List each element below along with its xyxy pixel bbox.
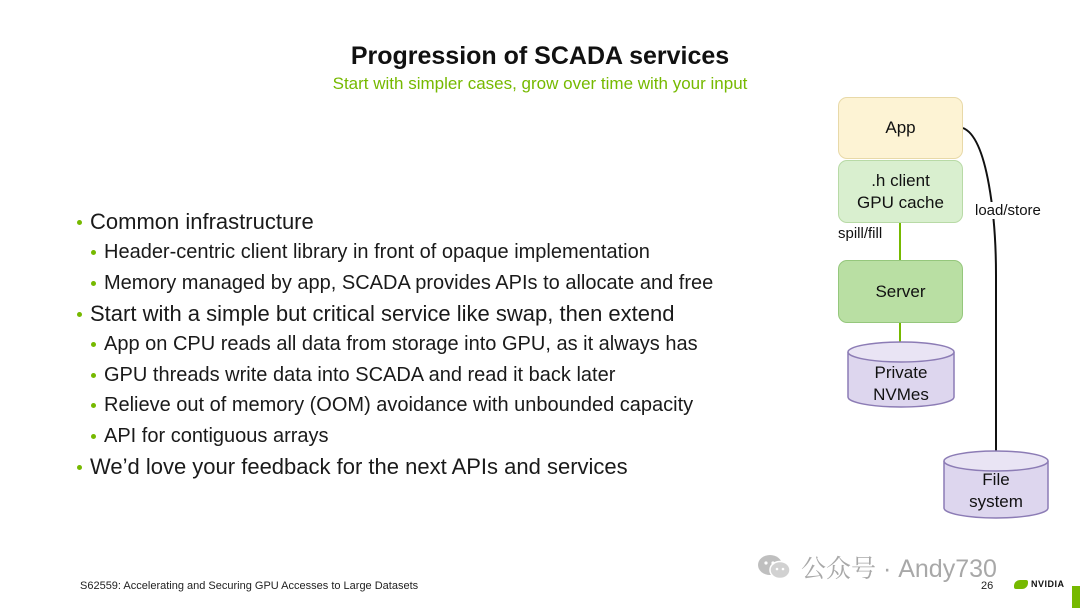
page-number: 26: [981, 580, 994, 592]
cache-label: GPU cache: [857, 192, 944, 212]
bullet-dot-icon: [77, 465, 82, 470]
sub-bullet-item: [72, 360, 812, 391]
server-box: [838, 260, 963, 323]
bullet-item: [72, 206, 812, 237]
bullet-dot-icon: [77, 220, 82, 225]
slide-title: Progression of SCADA services: [350, 42, 730, 70]
sub-bullet-item: [72, 237, 812, 268]
file-system-label: [944, 466, 1048, 516]
client-label: .h client: [871, 170, 930, 190]
bullet-dot-icon: [91, 403, 96, 408]
corner-accent: [1072, 586, 1080, 608]
bullet-dot-icon: [91, 373, 96, 378]
nvmes-label: NVMes: [873, 385, 929, 404]
nvidia-logo: [1014, 579, 1065, 589]
load-store-label: load/store: [975, 202, 1041, 219]
server-label: Server: [875, 281, 926, 301]
bullet-dot-icon: [91, 342, 96, 347]
private-label: Private: [874, 363, 928, 382]
client-cache-box: [838, 160, 963, 223]
bullet-text: API for contiguous arrays: [104, 424, 329, 447]
nvidia-logo-text: NVIDIA: [1031, 579, 1065, 589]
sub-bullet-item: [72, 421, 812, 452]
bullet-item: [72, 451, 812, 482]
slide-subtitle: Start with simpler cases, grow over time with your input: [332, 74, 748, 93]
system-label: system: [969, 492, 1023, 511]
footer-session: S62559: Accelerating and Securing GPU Accesses to Large Datasets: [80, 580, 419, 592]
sub-bullet-item: [72, 329, 812, 360]
bullet-text: Memory managed by app, SCADA provides APIs to allocate and free: [104, 271, 714, 294]
bullet-dot-icon: [91, 434, 96, 439]
wechat-icon: [757, 554, 791, 580]
watermark: [757, 549, 997, 585]
bullet-text: Common infrastructure: [90, 209, 314, 234]
sub-bullet-item: [72, 268, 812, 299]
bullet-dot-icon: [91, 281, 96, 286]
file-label: File: [982, 470, 1010, 489]
bullet-text: GPU threads write data into SCADA and read it back later: [104, 363, 616, 386]
bullet-text: Header-centric client library in front of opaque implementation: [104, 241, 650, 263]
bullet-dot-icon: [91, 250, 96, 255]
bullet-text: Relieve out of memory (OOM) avoidance with unbounded capacity: [104, 394, 694, 416]
bullet-text: Start with a simple but critical service like swap, then extend: [90, 301, 675, 326]
watermark-text: 公众号 · Andy730: [801, 555, 997, 583]
load-store-connector: [963, 128, 996, 455]
bullet-text: App on CPU reads all data from storage into GPU, as it always has: [104, 333, 698, 355]
nvidia-eye-icon: [1014, 580, 1028, 589]
bullet-list: [72, 206, 812, 482]
bullet-dot-icon: [77, 312, 82, 317]
architecture-diagram: [830, 90, 1080, 530]
spill-fill-label: spill/fill: [838, 225, 883, 242]
sub-bullet-item: [72, 390, 812, 421]
bullet-item: [72, 298, 812, 329]
app-label: App: [885, 118, 916, 137]
private-nvmes-label: [848, 360, 954, 408]
app-box: [838, 97, 963, 159]
bullet-text: We’d love your feedback for the next APIs and services: [90, 454, 628, 479]
